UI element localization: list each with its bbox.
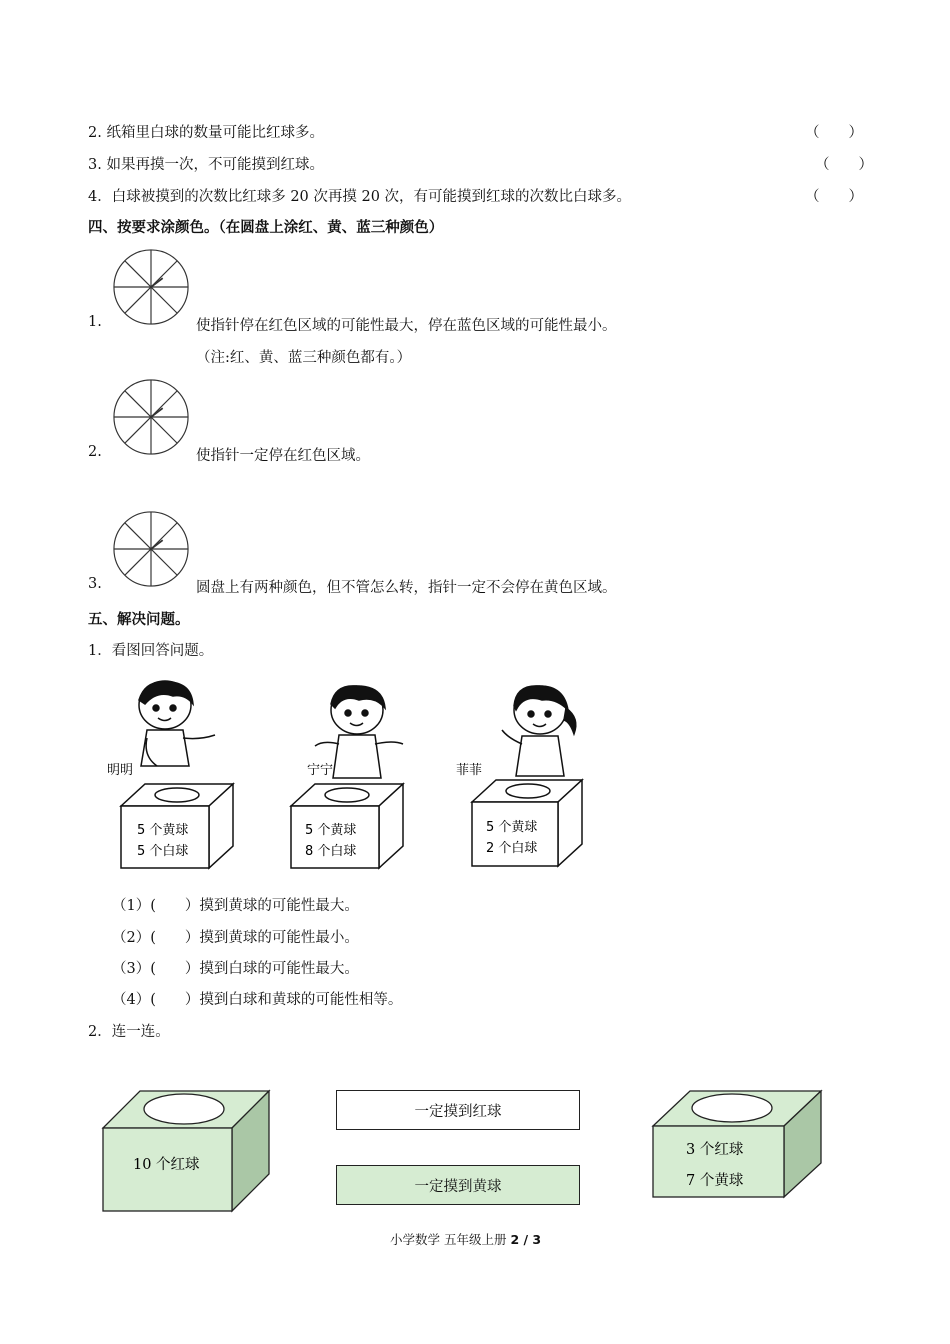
kid-name-feifei: 菲菲 bbox=[456, 763, 483, 778]
judge-paren-3[interactable]: （ ） bbox=[815, 157, 873, 173]
section4-item-1-note: （注:红、黄、蓝三种颜色都有。） bbox=[196, 350, 412, 366]
q1-sub-1: （1）( ）摸到黄球的可能性最大。 bbox=[112, 898, 359, 914]
box-ten-red[interactable] bbox=[100, 1088, 272, 1214]
q2-title: 2．连一连。 bbox=[88, 1024, 170, 1040]
spinner-wheel-1[interactable] bbox=[112, 248, 190, 326]
kid-illustration-feifei bbox=[452, 678, 592, 873]
judge-item-3: 3. 如果再摸一次，不可能摸到红球。 bbox=[88, 157, 324, 173]
kid-illustration-ningning bbox=[285, 678, 415, 873]
section4-item-3-num: 3. bbox=[88, 576, 102, 592]
section4-item-1-text: 使指针停在红色区域的可能性最大，停在蓝色区域的可能性最小。 bbox=[196, 318, 617, 334]
box-right-line2: 7 个黄球 bbox=[686, 1173, 744, 1189]
section4-title: 四、按要求涂颜色。（在圆盘上涂红、黄、蓝三种颜色） bbox=[88, 220, 444, 236]
box-feifei-line1: 5 个黄球 bbox=[486, 820, 538, 835]
page-footer bbox=[390, 1230, 541, 1248]
kid-illustration-mingming bbox=[105, 678, 235, 873]
section4-item-2-text: 使指针一定停在红色区域。 bbox=[196, 448, 370, 464]
section4-item-3-text: 圆盘上有两种颜色，但不管怎么转，指针一定不会停在黄色区域。 bbox=[196, 580, 617, 596]
section4-item-1-num: 1. bbox=[88, 314, 102, 330]
judge-paren-4[interactable]: （ ） bbox=[805, 189, 863, 205]
kid-name-ningning: 宁宁 bbox=[307, 763, 334, 778]
q1-title: 1．看图回答问题。 bbox=[88, 643, 214, 659]
footer-text: 小学数学 五年级上册 bbox=[390, 1232, 507, 1247]
kid-name-mingming: 明明 bbox=[107, 763, 134, 778]
spinner-wheel-2[interactable] bbox=[112, 378, 190, 456]
box-mingming-line1: 5 个黄球 bbox=[137, 823, 189, 838]
q1-sub-3: （3）( ）摸到白球的可能性最大。 bbox=[112, 961, 359, 977]
q1-sub-2: （2）( ）摸到黄球的可能性最小。 bbox=[112, 930, 359, 946]
box-right-line1: 3 个红球 bbox=[686, 1142, 744, 1158]
section4-item-2-num: 2. bbox=[88, 444, 102, 460]
box-ningning-line1: 5 个黄球 bbox=[305, 823, 357, 838]
box-feifei-line2: 2 个白球 bbox=[486, 841, 538, 856]
judge-paren-2[interactable]: （ ） bbox=[805, 125, 863, 141]
box-ningning-line2: 8 个白球 bbox=[305, 844, 357, 859]
page-number: 2 / 3 bbox=[510, 1232, 542, 1247]
spinner-wheel-3[interactable] bbox=[112, 510, 190, 588]
option-yellow[interactable]: 一定摸到黄球 bbox=[336, 1165, 580, 1205]
box-mingming-line2: 5 个白球 bbox=[137, 844, 189, 859]
box-left-label: 10 个红球 bbox=[133, 1157, 200, 1173]
section5-title: 五、解决问题。 bbox=[88, 612, 190, 628]
box-mixed[interactable] bbox=[650, 1088, 824, 1200]
judge-item-2: 2. 纸箱里白球的数量可能比红球多。 bbox=[88, 125, 324, 141]
q1-sub-4: （4）( ）摸到白球和黄球的可能性相等。 bbox=[112, 992, 403, 1008]
judge-item-4: 4．白球被摸到的次数比红球多 20 次再摸 20 次，有可能摸到红球的次数比白球多。 bbox=[88, 189, 632, 205]
option-red[interactable]: 一定摸到红球 bbox=[336, 1090, 580, 1130]
